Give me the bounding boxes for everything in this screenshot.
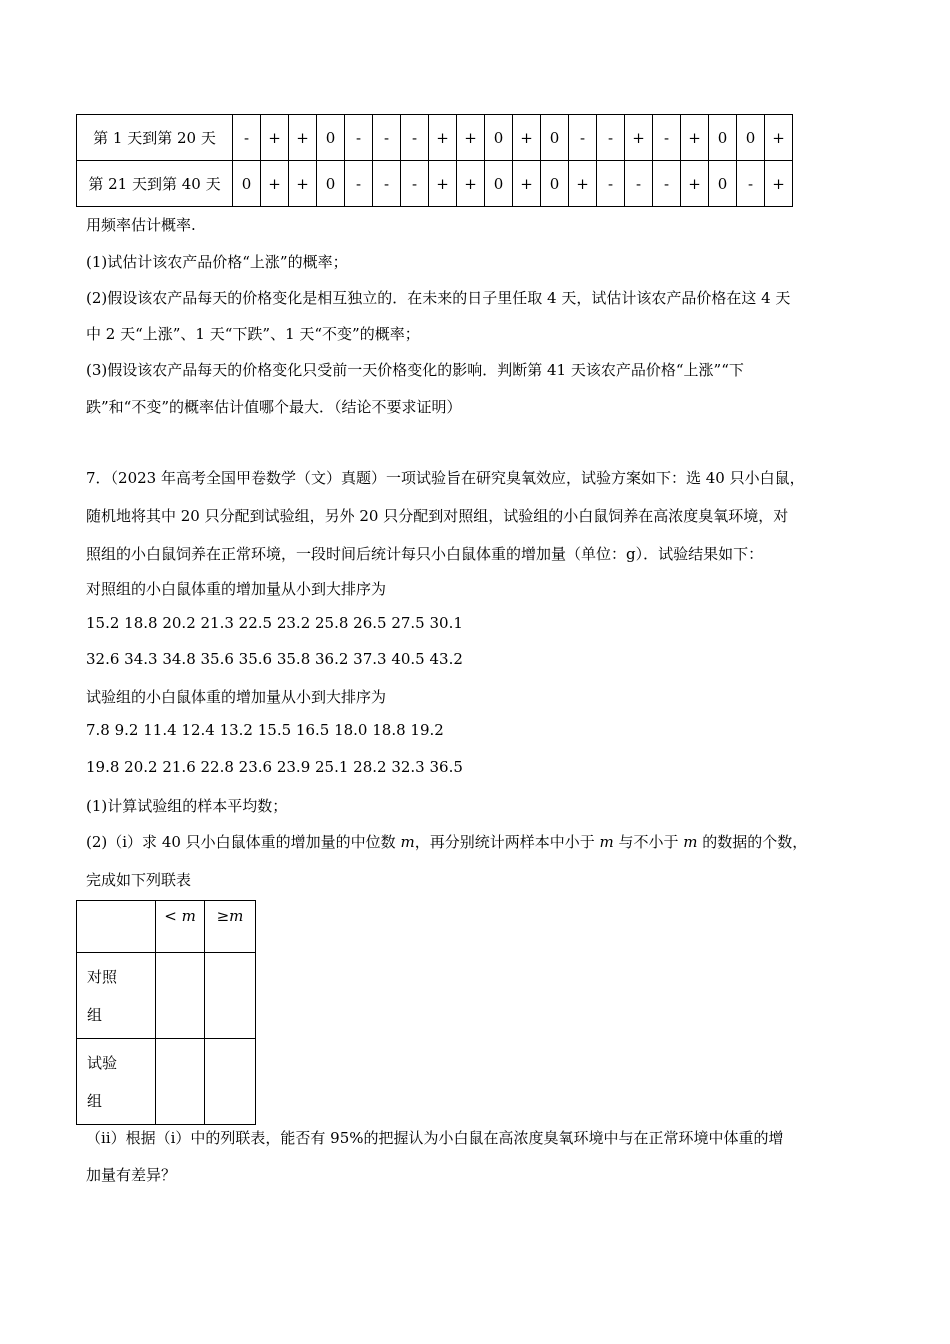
row-label-control: 对照 组	[77, 953, 156, 1039]
q6-intro: 用频率估计概率.	[86, 216, 196, 234]
price-change-cell: 0	[233, 161, 261, 207]
q7-part2-line1: (2)（ⅰ）求 40 只小白鼠体重的增加量的中位数 m，再分别统计两样本中小于 m 与不小于 m 的数据的个数，	[86, 833, 808, 851]
table-cell	[205, 1039, 256, 1125]
price-change-cell: -	[401, 115, 429, 161]
price-change-cell: +	[289, 115, 317, 161]
row-label-test: 试验 组	[77, 1039, 156, 1125]
table-cell	[156, 1039, 205, 1125]
price-change-cell: +	[513, 161, 541, 207]
price-change-cell: +	[681, 115, 709, 161]
price-change-cell: -	[597, 115, 625, 161]
q7-line2: 随机地将其中 20 只分配到试验组，另外 20 只分配到对照组，试验组的小白鼠饲养在高浓度臭氧环境，对	[86, 507, 789, 525]
q6-part3-line1: (3)假设该农产品每天的价格变化只受前一天价格变化的影响．判断第 41 天该农产品价格“上涨”“下	[86, 361, 744, 379]
table-row	[77, 1039, 256, 1125]
price-change-cell: 0	[317, 161, 345, 207]
price-change-cell: 0	[485, 161, 513, 207]
q7-part2-ii-line2: 加量有差异？	[86, 1166, 177, 1184]
price-change-cell: +	[513, 115, 541, 161]
price-change-cell: 0	[709, 161, 737, 207]
price-change-cell: 0	[737, 115, 765, 161]
price-change-cell: 0	[485, 115, 513, 161]
q7-line3: 照组的小白鼠饲养在正常环境，一段时间后统计每只小白鼠体重的增加量（单位：g）．试验结果如下：	[86, 545, 764, 563]
q7-line1: 7．（2023 年高考全国甲卷数学（文）真题）一项试验旨在研究臭氧效应，试验方案如下：选 40 只小白鼠，	[86, 469, 805, 487]
price-change-cell: -	[345, 115, 373, 161]
price-change-cell: -	[625, 161, 653, 207]
test-heading: 试验组的小白鼠体重的增加量从小到大排序为	[86, 688, 387, 706]
price-change-cell: +	[569, 161, 597, 207]
price-change-cell: +	[429, 161, 457, 207]
row-label: 第 1 天到第 20 天	[77, 115, 233, 161]
q6-part2-line1: (2)假设该农产品每天的价格变化是相互独立的．在未来的日子里任取 4 天，试估计该农产品价格在这 4 天	[86, 289, 791, 307]
table-cell	[205, 953, 256, 1039]
q7-part1: (1)计算试验组的样本平均数；	[86, 797, 288, 815]
price-change-cell: +	[429, 115, 457, 161]
price-change-cell: -	[597, 161, 625, 207]
header-not-less-than-m: ≥m	[205, 901, 256, 953]
price-change-cell: -	[345, 161, 373, 207]
price-change-cell: +	[289, 161, 317, 207]
price-change-cell: +	[765, 161, 793, 207]
control-data-row2: 32.6 34.3 34.8 35.6 35.6 35.8 36.2 37.3 40.5 43.2	[86, 650, 463, 668]
row-label: 第 21 天到第 40 天	[77, 161, 233, 207]
price-change-cell: -	[653, 161, 681, 207]
price-change-cell: +	[261, 115, 289, 161]
header-less-than-m: < m	[156, 901, 205, 953]
price-change-cell: -	[233, 115, 261, 161]
table-row	[77, 953, 256, 1039]
table-row	[77, 115, 793, 161]
price-change-cell: 0	[317, 115, 345, 161]
q7-part2-ii-line1: （ⅱ）根据（ⅰ）中的列联表，能否有 95%的把握认为小白鼠在高浓度臭氧环境中与在正常环境中体重的增	[86, 1129, 784, 1147]
price-change-cell: +	[765, 115, 793, 161]
table-corner-cell	[77, 901, 156, 953]
table-row	[77, 901, 256, 953]
price-change-cell: -	[373, 161, 401, 207]
control-data-row1: 15.2 18.8 20.2 21.3 22.5 23.2 25.8 26.5 27.5 30.1	[86, 614, 463, 632]
price-change-cell: -	[653, 115, 681, 161]
table-row	[77, 161, 793, 207]
control-heading: 对照组的小白鼠体重的增加量从小到大排序为	[86, 580, 387, 598]
q6-part3-line2: 跌”和“不变”的概率估计值哪个最大．（结论不要求证明）	[86, 398, 462, 416]
price-change-cell: +	[625, 115, 653, 161]
price-change-cell: -	[737, 161, 765, 207]
price-change-cell: +	[681, 161, 709, 207]
contingency-table	[76, 900, 256, 1125]
price-change-cell: +	[261, 161, 289, 207]
price-change-cell: -	[401, 161, 429, 207]
q7-part2-line2: 完成如下列联表	[86, 871, 192, 889]
price-change-cell: 0	[541, 161, 569, 207]
price-change-table	[76, 114, 793, 207]
q6-part2-line2: 中 2 天“上涨”、1 天“下跌”、1 天“不变”的概率；	[86, 325, 420, 343]
test-data-row2: 19.8 20.2 21.6 22.8 23.6 23.9 25.1 28.2 32.3 36.5	[86, 758, 463, 776]
test-data-row1: 7.8 9.2 11.4 12.4 13.2 15.5 16.5 18.0 18.8 19.2	[86, 721, 444, 739]
price-change-cell: +	[457, 115, 485, 161]
table-cell	[156, 953, 205, 1039]
price-change-cell: -	[373, 115, 401, 161]
price-change-cell: -	[569, 115, 597, 161]
price-change-cell: +	[457, 161, 485, 207]
q6-part1: (1)试估计该农产品价格“上涨”的概率；	[86, 253, 348, 271]
price-change-cell: 0	[541, 115, 569, 161]
price-change-cell: 0	[709, 115, 737, 161]
